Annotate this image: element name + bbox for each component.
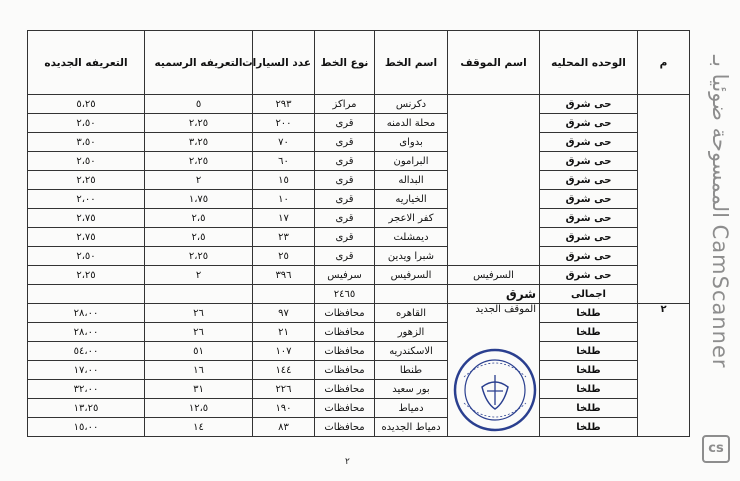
new-cell: ١٥،٠٠ [28,418,145,437]
line-cell: كفر الاعجر [375,209,448,228]
camscanner-logo-icon: cs [702,435,730,463]
new-cell: ٢،٧٥ [28,228,145,247]
cars-cell: ٢٥ [253,247,315,266]
unit-cell: طلخا [540,380,638,399]
header-num: م [638,31,690,95]
official-cell: ٢ [145,266,253,285]
line-cell: البرامون [375,152,448,171]
new-cell: ٣٢،٠٠ [28,380,145,399]
line-cell: الخياريه [375,190,448,209]
cars-cell: ١٠٧ [253,342,315,361]
unit-cell: حى شرق [540,171,638,190]
cars-cell: ٢٢٦ [253,380,315,399]
total-row [28,285,690,304]
line-cell: بدواى [375,133,448,152]
header-stop: اسم الموقف [448,31,540,95]
cars-cell: ٢٠٠ [253,114,315,133]
stop-cell: السرفيس [448,266,540,285]
section2-stop: الموقف الجديد [448,304,540,437]
table-row [28,361,690,380]
type-cell: محافظات [315,304,375,323]
table-row [28,152,690,171]
line-cell: دمياط [375,399,448,418]
header-cars: عدد السيارات [253,31,315,95]
type-cell: قرى [315,171,375,190]
cars-cell: ٢٩٣ [253,95,315,114]
type-cell: محافظات [315,418,375,437]
official-cell: ٢٦ [145,304,253,323]
official-cell: ٢٦ [145,323,253,342]
table-row [28,304,690,323]
type-cell: قرى [315,228,375,247]
official-cell: ٣،٢٥ [145,133,253,152]
type-cell: محافظات [315,342,375,361]
header-official: التعريفه الرسميه [145,31,253,95]
type-cell: مراكز [315,95,375,114]
unit-cell: حى شرق [540,228,638,247]
page-number: ٢ [345,457,350,467]
header-row [28,31,690,95]
cars-cell: ١٠ [253,190,315,209]
line-cell: البداله [375,171,448,190]
total-blank-2 [145,285,253,304]
new-cell: ٢،٥٠ [28,152,145,171]
unit-cell: حى شرق [540,114,638,133]
type-cell: قرى [315,133,375,152]
line-cell: محلة الدمنه [375,114,448,133]
type-cell: قرى [315,247,375,266]
new-cell: ٢٨،٠٠ [28,323,145,342]
unit-cell: طلخا [540,418,638,437]
official-cell: ٥ [145,95,253,114]
unit-cell: طلخا [540,342,638,361]
official-cell: ١٤ [145,418,253,437]
line-cell: القاهره [375,304,448,323]
table-row [28,266,690,285]
type-cell: قرى [315,209,375,228]
line-cell: الاسكندريه [375,342,448,361]
header-type: نوع الخط [315,31,375,95]
total-label: اجمالى [540,285,638,304]
type-cell: قرى [315,114,375,133]
official-cell: ١٢،٥ [145,399,253,418]
total-blank-1 [253,285,315,304]
official-cell: ٢،٢٥ [145,152,253,171]
type-cell: محافظات [315,399,375,418]
cars-cell: ٦٠ [253,152,315,171]
new-cell: ٢،٥٠ [28,114,145,133]
official-cell: ٥١ [145,342,253,361]
table-row [28,399,690,418]
official-cell: ١٦ [145,361,253,380]
line-cell: بور سعيد [375,380,448,399]
new-cell: ٢،٢٥ [28,171,145,190]
unit-cell: طلخا [540,361,638,380]
unit-cell: حى شرق [540,190,638,209]
unit-cell: حى شرق [540,209,638,228]
total-region: شرق [448,285,540,304]
cars-cell: ١٤٤ [253,361,315,380]
stop-cell [448,95,540,266]
table-row [28,190,690,209]
official-cell: ٢،٢٥ [145,247,253,266]
table-row [28,323,690,342]
unit-cell: حى شرق [540,95,638,114]
unit-cell: حى شرق [540,266,638,285]
official-cell: ٢،٥ [145,228,253,247]
cars-cell: ١٧ [253,209,315,228]
official-cell: ٣١ [145,380,253,399]
type-cell: سرفيس [315,266,375,285]
new-cell: ١٧،٠٠ [28,361,145,380]
new-cell: ٣،٥٠ [28,133,145,152]
table-row [28,171,690,190]
line-cell: ديمشلت [375,228,448,247]
table-row [28,209,690,228]
table-row [28,114,690,133]
camscanner-watermark: الممسوحة ضوئيا بـ CamScanner [708,55,732,369]
type-cell: محافظات [315,380,375,399]
type-cell: محافظات [315,361,375,380]
new-cell: ٥،٢٥ [28,95,145,114]
table-row [28,247,690,266]
num-cell [638,95,690,304]
cars-cell: ٢١ [253,323,315,342]
new-cell: ٢،٧٥ [28,209,145,228]
header-new-tariff: التعريفه الجديده [28,31,145,95]
table-row [28,228,690,247]
new-cell: ٢٨،٠٠ [28,304,145,323]
unit-cell: حى شرق [540,152,638,171]
table-row [28,95,690,114]
type-cell: قرى [315,190,375,209]
official-cell: ٢ [145,171,253,190]
line-cell: شبرا ويدين [375,247,448,266]
unit-cell: طلخا [540,304,638,323]
cars-cell: ٧٠ [253,133,315,152]
official-cell: ١،٧٥ [145,190,253,209]
total-line-blank [375,285,448,304]
cars-cell: ١٥ [253,171,315,190]
cars-cell: ٢٣ [253,228,315,247]
unit-cell: طلخا [540,399,638,418]
section2-num: ٢ [638,304,690,437]
table-row [28,133,690,152]
tariff-table [27,30,690,437]
total-cars: ٢٤٦٥ [315,285,375,304]
line-cell: الزهور [375,323,448,342]
official-cell: ٢،٥ [145,209,253,228]
cars-cell: ٣٩٦ [253,266,315,285]
official-cell: ٢،٢٥ [145,114,253,133]
type-cell: محافظات [315,323,375,342]
new-cell: ٢،٢٥ [28,266,145,285]
total-blank-3 [28,285,145,304]
official-seal-icon [452,347,538,433]
cars-cell: ٨٣ [253,418,315,437]
cars-cell: ٩٧ [253,304,315,323]
table-row [28,418,690,437]
unit-cell: طلخا [540,323,638,342]
line-cell: دمياط الجديده [375,418,448,437]
line-cell: السرفيس [375,266,448,285]
table-row [28,380,690,399]
new-cell: ١٣،٢٥ [28,399,145,418]
line-cell: دكرنس [375,95,448,114]
unit-cell: حى شرق [540,133,638,152]
header-line: اسم الخط [375,31,448,95]
cars-cell: ١٩٠ [253,399,315,418]
table-row [28,342,690,361]
header-unit: الوحده المحليه [540,31,638,95]
unit-cell: حى شرق [540,247,638,266]
line-cell: طنطا [375,361,448,380]
new-cell: ٢،٥٠ [28,247,145,266]
type-cell: قرى [315,152,375,171]
new-cell: ٢،٠٠ [28,190,145,209]
new-cell: ٥٤،٠٠ [28,342,145,361]
